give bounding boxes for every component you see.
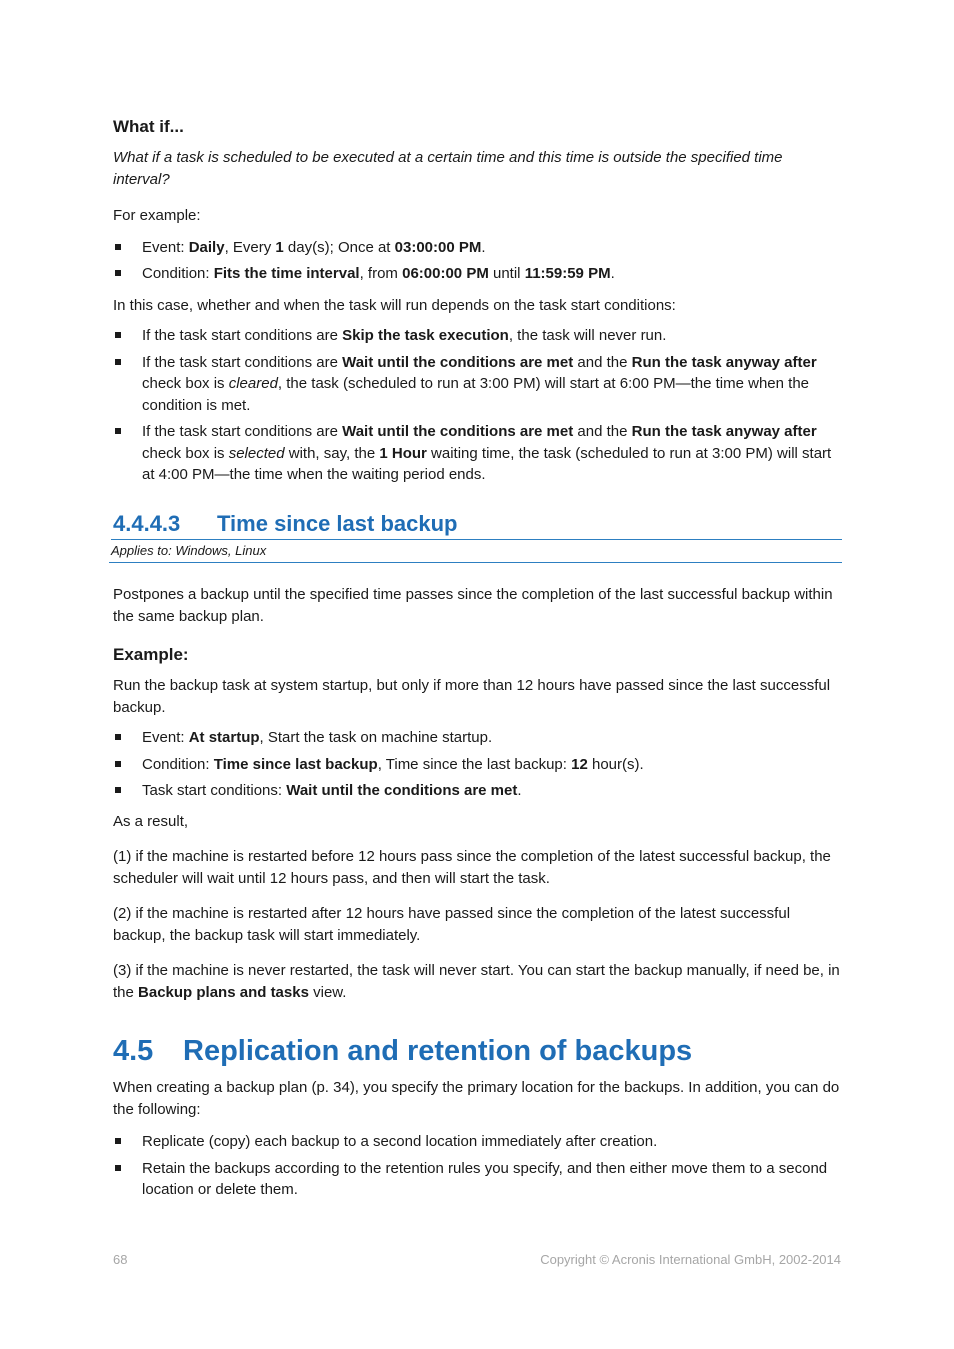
list-item: Task start conditions: Wait until the conditions are met. [113,780,842,802]
start-conditions-list [113,325,842,486]
list-item: Replicate (copy) each backup to a second location immediately after creation. [113,1131,842,1153]
list-item: Condition: Fits the time interval, from 06:00:00 PM until 11:59:59 PM. [113,263,842,285]
whatif-question: What if a task is scheduled to be executed at a certain time and this time is outside the specified time interval? [113,149,783,188]
page-footer [113,1252,841,1267]
result-2: (2) if the machine is restarted after 12 hours have passed since the completion of the latest successful backup, the backup task will start immediately. [113,905,791,944]
section-4443-intro: Postpones a backup until the specified time passes since the completion of the last successful backup within the same backup plan. [113,586,833,625]
whatif-heading: What if... [113,117,184,136]
section-45-intro: When creating a backup plan (p. 34), you specify the primary location for the backups. In addition, you can do the following: [113,1079,840,1118]
section-45-heading: 4.5 Replication and retention of backups [113,1035,693,1067]
page-number: 68 [113,1252,128,1267]
list-item: If the task start conditions are Wait until the conditions are met and the Run the task anyway after check box is cleared, the task (scheduled to run at 3:00 PM) will start at 6:00 PM—the time when the condition is met. [113,352,842,417]
list-item: Condition: Time since last backup, Time since the last backup: 12 hour(s). [113,754,842,776]
result-1: (1) if the machine is restarted before 12 hours pass since the completion of the latest successful backup, the scheduler will wait until 12 hours pass, and then will start the task. [113,848,831,887]
section-45-list [113,1131,842,1201]
example-heading: Example: [113,645,189,664]
list-item: Event: At startup, Start the task on machine startup. [113,727,842,749]
section-4443 [111,510,842,563]
list-item: Retain the backups according to the retention rules you specify, and then either move them to a second location or delete them. [113,1158,842,1201]
example-list [113,727,842,802]
section-4443-heading: 4.4.4.3 Time since last backup [111,510,842,540]
list-item: Event: Daily, Every 1 day(s); Once at 03:00:00 PM. [113,237,842,259]
section-4443-body [113,584,842,1003]
for-example-text: For example: [113,207,201,224]
as-result-text: As a result, [113,812,189,830]
applies-to-note: Applies to: Windows, Linux [109,540,842,563]
in-this-case-text: In this case, whether and when the task will run depends on the task start conditions: [113,296,676,314]
example-text: Run the backup task at system startup, but only if more than 12 hours have passed since the last successful backup. [113,677,831,716]
whatif-block [113,116,842,486]
whatif-example-list [113,237,842,285]
copyright-text: Copyright © Acronis International GmbH, 2002-2014 [540,1252,841,1267]
list-item: If the task start conditions are Wait until the conditions are met and the Run the task anyway after check box is selected with, say, the 1 Hour waiting time, the task (scheduled to run at 3:00 PM) will start at 4:00 PM—the time when the waiting period ends. [113,421,842,486]
result-3: (3) if the machine is never restarted, the task will never start. You can start the backup manually, if need be, in the Backup plans and tasks view. [113,962,840,1001]
section-45 [113,1033,842,1201]
list-item: If the task start conditions are Skip the task execution, the task will never run. [113,325,842,347]
